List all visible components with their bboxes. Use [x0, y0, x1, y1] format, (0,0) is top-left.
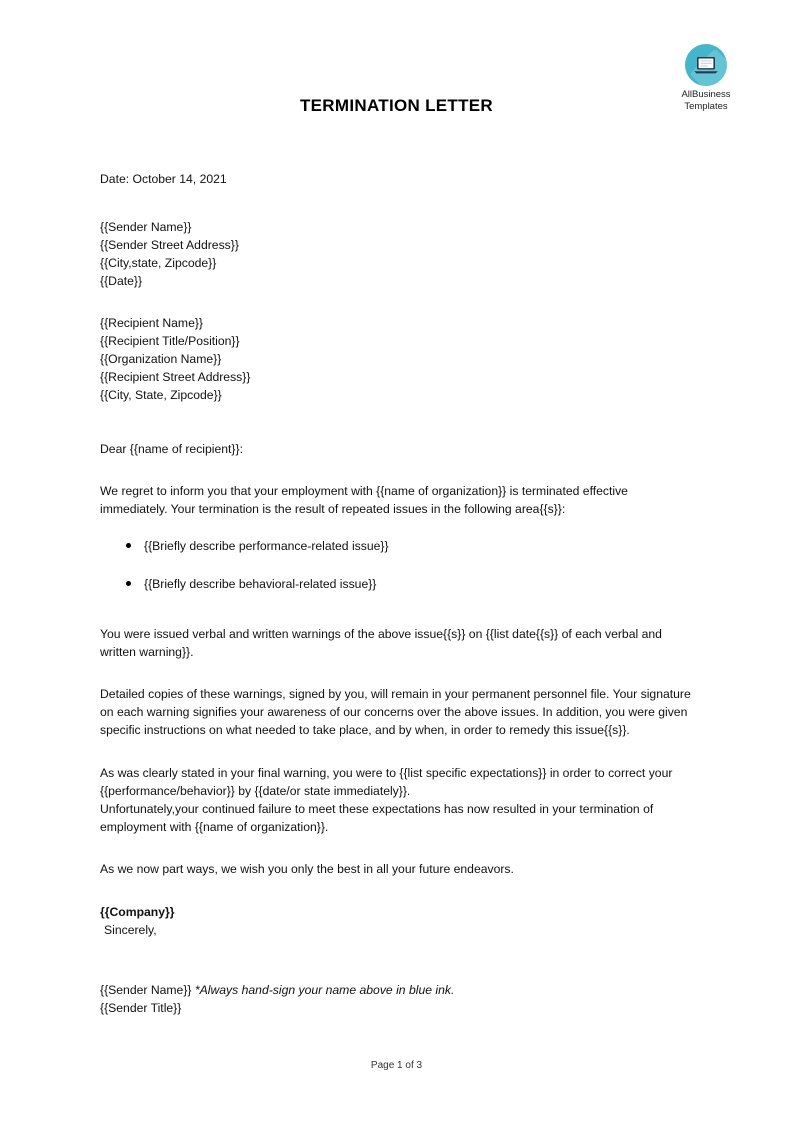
signature-name: {{Sender Name}}: [100, 983, 192, 998]
date-line: Date: October 14, 2021: [100, 172, 227, 186]
paragraph-final-warning: [100, 764, 692, 837]
paragraph-opening: We regret to inform you that your employment with {{name of organization}} is terminated effective immediately. Your termination is the result of repeated issues in the following area{{s}}:: [100, 484, 628, 517]
page-title: TERMINATION LETTER: [299, 96, 493, 115]
issues-bullet-list: [100, 537, 692, 593]
paragraph-personnel-file: Detailed copies of these warnings, signed by you, will remain in your permanent personnel file. Your signature on each warning signifies your awareness of our concerns over the above issues. In addition, you were given specific instructions on what needed to take place, and by when, in order to remedy this issue{{s}}.: [100, 687, 691, 738]
list-item: {{Briefly describe behavioral-related issue}}: [100, 575, 692, 593]
sender-line-1: {{Sender Name}}: [100, 220, 192, 234]
sender-line-3: {{City,state, Zipcode}}: [100, 256, 217, 270]
logo-circle: [685, 44, 727, 86]
recipient-line-4: {{Recipient Street Address}}: [100, 370, 251, 384]
letter-body: [100, 170, 692, 1017]
sender-line-2: {{Sender Street Address}}: [100, 238, 239, 252]
final-warning-line-1: As was clearly stated in your final warning, you were to {{list specific expectations}} in order to correct your {{performance/behavior}} by {{date/or state immediately}}.: [100, 765, 673, 798]
sender-line-4: {{Date}}: [100, 274, 143, 288]
sincerely-line: Sincerely,: [104, 922, 157, 937]
recipient-line-2: {{Recipient Title/Position}}: [100, 334, 240, 348]
page-footer: Page 1 of 3: [370, 1060, 423, 1071]
salutation: Dear {{name of recipient}}:: [100, 442, 243, 456]
signature-note: *Always hand-sign your name above in blue ink.: [194, 983, 455, 998]
signature-name-row: [100, 981, 692, 999]
paragraph-warnings: You were issued verbal and written warnings of the above issue{{s}} on {{list date{{s}} of each verbal and written warning}}.: [100, 626, 662, 659]
laptop-icon: [693, 55, 719, 75]
signature-title: {{Sender Title}}: [100, 1001, 182, 1016]
signature-block: [100, 981, 692, 1017]
brand-name-line1: AllBusiness: [681, 89, 731, 100]
recipient-line-5: {{City, State, Zipcode}}: [100, 388, 222, 402]
sender-address-block: [100, 218, 692, 290]
recipient-line-3: {{Organization Name}}: [100, 352, 222, 366]
paragraph-closing-wish: As we now part ways, we wish you only the best in all your future endeavors.: [100, 862, 514, 877]
list-item: {{Briefly describe performance-related issue}}: [100, 537, 692, 555]
final-warning-line-2: Unfortunately,your continued failure to meet these expectations has now resulted in your termination of employment with {{name of organization}}.: [100, 802, 654, 835]
recipient-address-block: [100, 314, 692, 404]
company-line: {{Company}}: [100, 904, 175, 919]
recipient-line-1: {{Recipient Name}}: [100, 316, 203, 330]
brand-name-line2: Templates: [684, 100, 728, 112]
